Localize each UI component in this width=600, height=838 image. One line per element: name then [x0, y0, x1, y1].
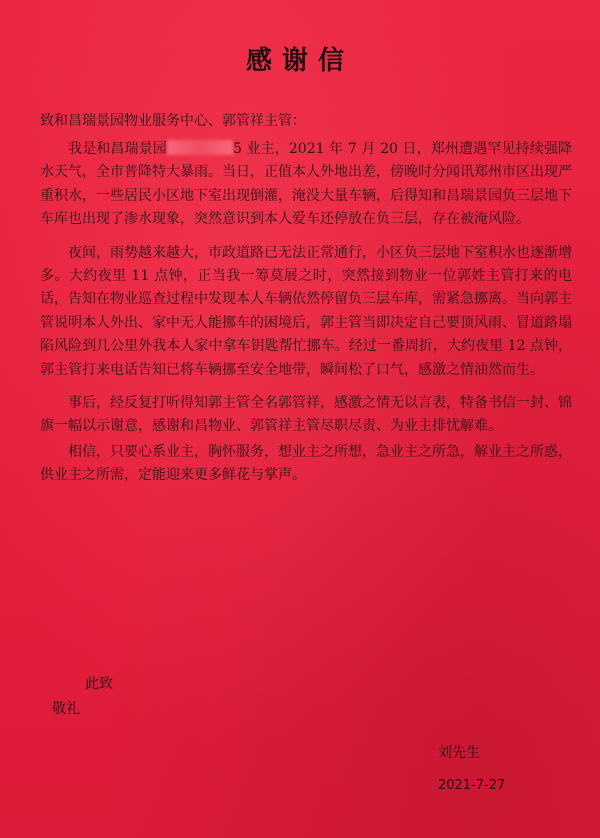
letter-title: 感谢信: [245, 46, 354, 76]
paragraph-1-start: 我是和昌瑞景园: [68, 141, 167, 157]
letter-body: [40, 138, 572, 498]
paragraph-1-rest: 5 业主，2021 年 7 月 20 日，郑州遭遇罕见持续强降水天气，全市普降特大暴雨。当日，正值本人外地出差，傍晚时分闻讯郑州市区出现严重积水，一些居民小区地下室出现倒灌，淹没大量车辆，后得知和昌瑞景园负三层地下车库也出现了渗水现象，突然意识到本人爱车还停放在负三层，存在被淹风险。: [40, 141, 573, 228]
paragraph-2: 夜间，雨势越来越大，市政道路已无法正常通行，小区负三层地下室积水也逐渐增多。大约夜里 11 点钟，正当我一筹莫展之时，突然接到物业一位郭姓主管打来的电话，告知在物业巡查过程中发现本人车辆依然停留负三层车库，需紧急挪离。当向郭主管说明本人外出、家中无人能挪车的困境后，郭主管当即决定自己要顶风雨、冒道路塌陷风险到几公里外我本人家中拿车钥匙帮忙挪车。经过一番周折，大约夜里 12 点钟，郭主管打来电话告知已将车辆挪至安全地带，瞬间松了口气，感激之情油然而生。: [40, 244, 572, 378]
paragraph-4: 相信，只要心系业主，胸怀服务，想业主之所想，急业主之所急，解业主之所惑，供业主之所需，定能迎来更多鲜花与掌声。: [40, 443, 572, 484]
letter-salutation: 致和昌瑞景园物业服务中心、郭管祥主管：: [40, 113, 306, 129]
signature: 刘先生: [438, 745, 480, 761]
closing-greeting: 此致: [85, 676, 113, 692]
letter-date: 2021-7-27: [438, 778, 506, 793]
paragraph-1: [40, 138, 572, 232]
closing-salute: 敬礼: [52, 701, 80, 717]
paragraph-3: 事后，经反复打听得知郭主管全名郭管祥，感激之情无以言表，特备书信一封、锦旗一幅以示谢意，感谢和昌物业、郭管祥主管尽职尽责、为业主排忧解难。: [40, 395, 572, 435]
redacted-unit-number: [167, 140, 233, 155]
